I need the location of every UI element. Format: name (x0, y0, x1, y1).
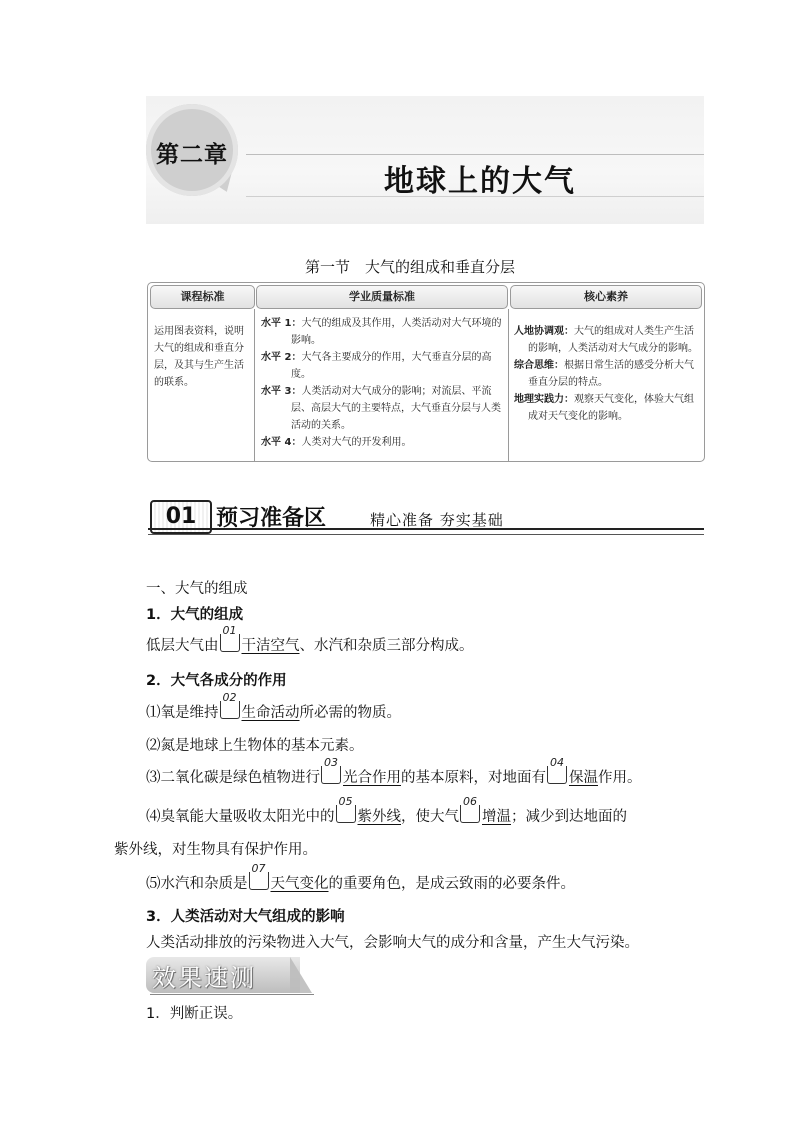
answer-text: 光合作用 (343, 770, 401, 786)
level-text: 人类活动对大气成分的影响；对流层、平流层、高层大气的主要特点，大气垂直分层与人类活动的关系。 (291, 386, 501, 431)
effect-test-rule (150, 994, 314, 995)
section-rule (148, 528, 704, 535)
subheading-composition: 1．大气的组成 (146, 607, 244, 623)
chapter-title: 地球上的大气 (384, 164, 576, 199)
column-divider (508, 309, 509, 461)
literacy-label: 综合思维： (514, 360, 564, 371)
level-label: 水平 4： (261, 437, 302, 448)
level-label: 水平 3： (261, 386, 302, 397)
level-item (261, 315, 504, 349)
literacy-label: 地理实践力： (514, 394, 574, 405)
answer-blank: 05 (336, 805, 356, 823)
literacy-item (514, 357, 698, 391)
column-divider (254, 309, 255, 461)
level-item (261, 383, 504, 434)
answer-blank: 01 (220, 634, 240, 652)
subheading-functions: 2．大气各成分的作用 (146, 673, 287, 689)
level-text: 大气的组成及其作用，人类活动对大气环境的影响。 (291, 318, 502, 346)
answer-text: 保温 (569, 770, 598, 786)
header-core-literacy: 核心素养 (510, 285, 702, 309)
banner-rule-top (246, 154, 704, 155)
item-water-vapor: ⑸水汽和杂质是 07 天气变化的重要角色，是成云致雨的必要条件。 (146, 862, 575, 892)
section-number-badge: 01 (150, 500, 212, 534)
item-carbon-dioxide: ⑶二氧化碳是绿色植物进行 03 光合作用的基本原料，对地面有 04 保温作用。 (146, 756, 642, 786)
section-subheading: 精心准备 夯实基础 (370, 511, 504, 529)
level-text: 人类对大气的开发利用。 (301, 437, 412, 448)
literacy-item (514, 391, 698, 425)
subheading-human-impact: 3．人类活动对大气组成的影响 (146, 909, 345, 925)
question-1: 1．判断正误。 (146, 1006, 243, 1022)
answer-blank: 03 (321, 766, 341, 784)
answer-blank: 02 (220, 701, 240, 719)
section-title: 第一节 大气的组成和垂直分层 (304, 258, 515, 276)
paragraph-human-impact: 人类活动排放的污染物进入大气，会影响大气的成分和含量，产生大气污染。 (146, 935, 639, 951)
course-standard-text: 运用图表资料，说明大气的组成和垂直分层，及其与生产生活的联系。 (154, 326, 244, 388)
answer-text: 生命活动 (241, 705, 300, 721)
answer-blank: 06 (460, 805, 480, 823)
literacy-text: 大气的组成对人类生产生活的影响，人类活动对大气成分的影响。 (528, 326, 698, 354)
answer-text: 增温 (482, 809, 511, 825)
item-oxygen: ⑴氧是维持 02 生命活动所必需的物质。 (146, 691, 401, 721)
heading-atmosphere-composition: 一、大气的组成 (146, 581, 248, 597)
answer-text: 干洁空气 (241, 638, 300, 654)
literacy-item (514, 323, 698, 357)
literacy-text: 观察天气变化，体验大气组成对天气变化的影响。 (528, 394, 694, 422)
level-item (261, 434, 504, 451)
item-nitrogen: ⑵氮是地球上生物体的基本元素。 (146, 738, 364, 754)
effect-test-tag-tail (290, 957, 312, 993)
paragraph-composition: 低层大气由 01 干洁空气、水汽和杂质三部分构成。 (146, 624, 474, 654)
item-ozone: ⑷臭氧能大量吸收太阳光中的 05 紫外线，使大气 06 增温；减少到达地面的 (146, 795, 627, 825)
header-course-standard: 课程标准 (150, 285, 255, 309)
answer-text: 天气变化 (270, 876, 329, 892)
section-heading: 预习准备区 (216, 505, 327, 531)
level-text: 大气各主要成分的作用，大气垂直分层的高度。 (291, 352, 492, 380)
chapter-badge-label: 第二章 (156, 142, 228, 168)
level-item (261, 349, 504, 383)
level-label: 水平 1： (261, 318, 302, 329)
standards-table (147, 282, 705, 462)
answer-blank: 07 (249, 872, 269, 890)
header-quality-standard: 学业质量标准 (256, 285, 508, 309)
literacy-items (514, 323, 698, 425)
item-ozone-continued: 紫外线，对生物具有保护作用。 (114, 842, 317, 858)
level-label: 水平 2： (261, 352, 302, 363)
effect-test-label: 效果速测 (152, 964, 256, 992)
literacy-text: 根据日常生活的感受分析大气垂直分层的特点。 (528, 360, 694, 388)
answer-blank: 04 (547, 766, 567, 784)
quality-levels (261, 315, 504, 451)
literacy-label: 人地协调观： (514, 326, 574, 337)
answer-text: 紫外线 (357, 809, 401, 825)
